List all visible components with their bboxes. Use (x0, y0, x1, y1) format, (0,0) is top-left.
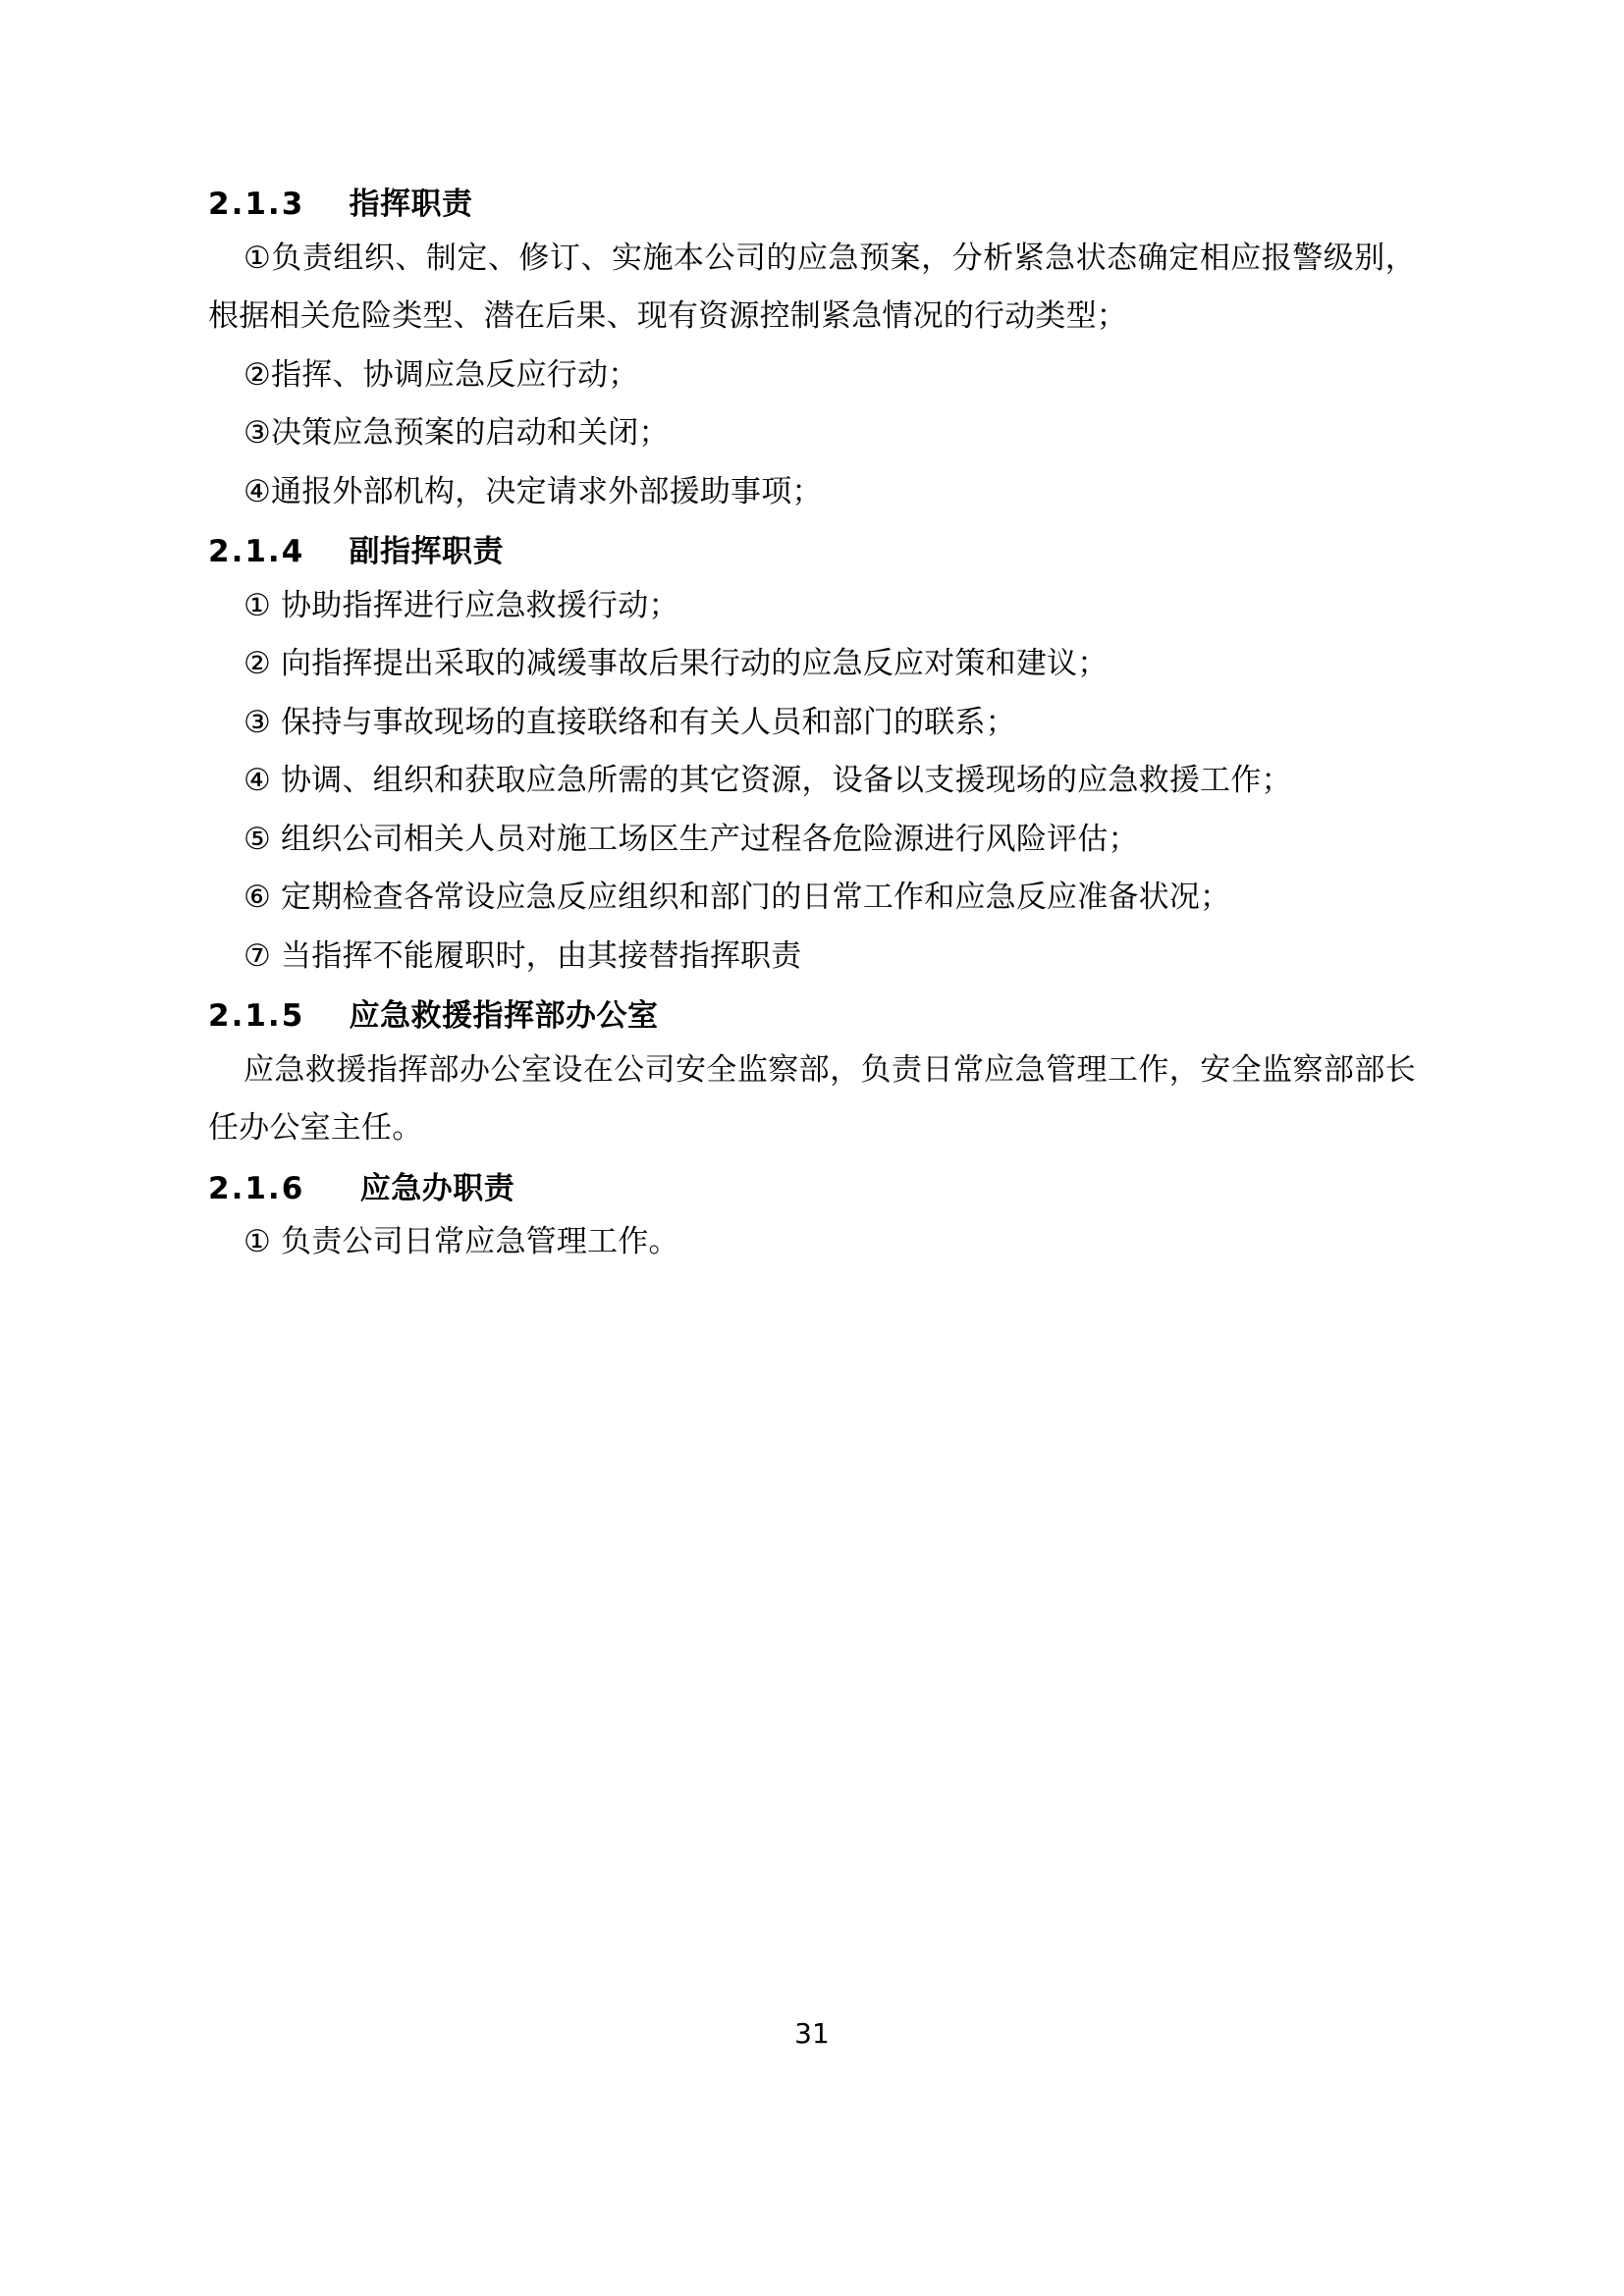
section-heading-number: 2.1.4 (208, 534, 305, 570)
paragraph: ⑥ 定期检查各常设应急反应组织和部门的日常工作和应急反应准备状况； (244, 880, 1231, 916)
paragraph: ④ 协调、组织和获取应急所需的其它资源，设备以支援现场的应急救援工作； (244, 763, 1292, 799)
section-heading-title: 应急办职责 (359, 1170, 515, 1206)
section-heading (208, 993, 1416, 1040)
section-heading-number: 2.1.3 (208, 187, 305, 222)
paragraph: ④通报外部机构，决定请求外部援助事项； (244, 473, 823, 509)
section-2-1-5 (208, 993, 1416, 1158)
section-heading-number: 2.1.6 (208, 1170, 305, 1206)
section-heading (208, 182, 1416, 228)
section-2-1-6 (208, 1166, 1416, 1272)
section-heading-number: 2.1.5 (208, 998, 305, 1035)
paragraph: ① 协助指挥进行应急救援行动； (244, 587, 679, 623)
paragraph: ③决策应急预案的启动和关闭； (244, 415, 670, 452)
section-heading (208, 529, 1416, 575)
paragraph: ①负责组织、制定、修订、实施本公司的应急预案，分析紧急状态确定相应报警级别，根据相关危险类型、潜在后果、现有资源控制紧急情况的行动类型； (208, 240, 1416, 335)
section-heading-title: 副指挥职责 (349, 534, 504, 570)
document-body (208, 182, 1416, 1280)
section-heading-title: 指挥职责 (349, 187, 473, 222)
section-heading (208, 1166, 1416, 1212)
section-heading-title: 应急救援指挥部办公室 (349, 998, 659, 1035)
page-number: 31 (794, 2017, 830, 2050)
section-2-1-4 (208, 529, 1416, 986)
paragraph: ⑦ 当指挥不能履职时，由其接替指挥职责 (244, 937, 802, 974)
paragraph: ① 负责公司日常应急管理工作。 (244, 1224, 679, 1260)
paragraph: 应急救援指挥部办公室设在公司安全监察部，负责日常应急管理工作，安全监察部部长任办公室主任。 (208, 1051, 1416, 1147)
paragraph: ② 向指挥提出采取的减缓事故后果行动的应急反应对策和建议； (244, 646, 1109, 682)
paragraph: ⑤ 组织公司相关人员对施工场区生产过程各危险源进行风险评估； (244, 821, 1139, 857)
section-2-1-3 (208, 182, 1416, 521)
paragraph: ③ 保持与事故现场的直接联络和有关人员和部门的联系； (244, 704, 1016, 740)
paragraph: ②指挥、协调应急反应行动； (244, 356, 639, 393)
